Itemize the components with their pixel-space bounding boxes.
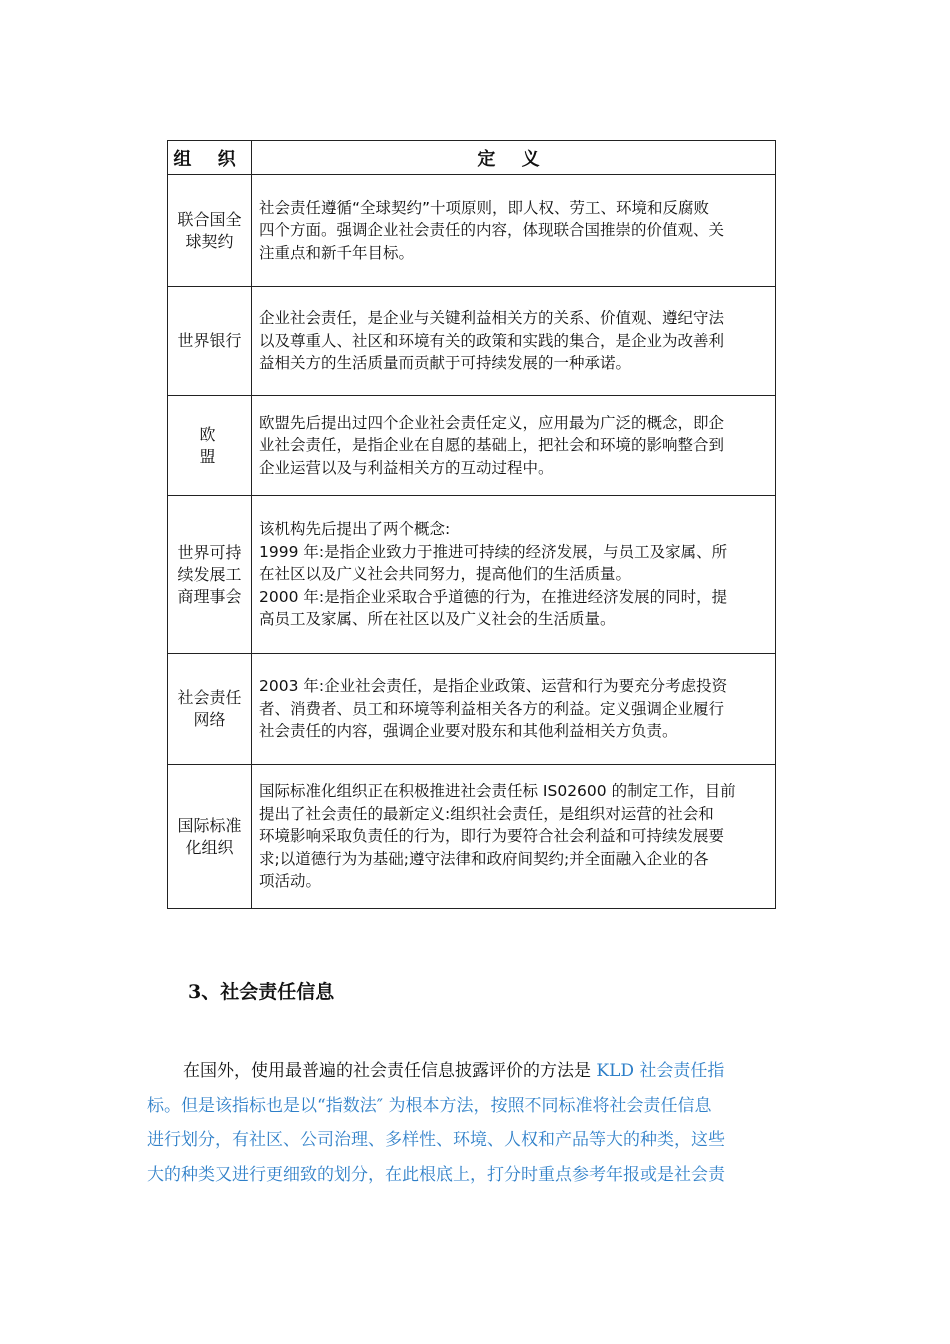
org-cell: 欧 盟 <box>168 396 252 496</box>
definition-line: 该机构先后提出了两个概念: <box>259 520 451 539</box>
body-paragraph <box>147 1054 807 1192</box>
csr-definitions-table <box>167 140 776 909</box>
definition-line: 2000 年:是指企业采取合乎道德的行为，在推进经济发展的同时，提 <box>259 587 728 606</box>
definition-line: 业社会责任，是指企业在自愿的基础上，把社会和环境的影响整合到 <box>259 436 725 455</box>
org-cell: 国际标准化组织 <box>168 765 252 909</box>
org-cell: 世界可持续发展工商理事会 <box>168 496 252 654</box>
table-row <box>168 175 776 287</box>
definition-line: 欧盟先后提出过四个企业社会责任定义，应用最为广泛的概念，即企 <box>259 413 725 432</box>
definition-line: 环境影响采取负责任的行为，即行为要符合社会利益和可持续发展要 <box>259 827 725 846</box>
kld-link-text: KLD 社会责任指 <box>591 1061 725 1081</box>
table-row <box>168 654 776 765</box>
definition-line: 企业运营以及与利益相关方的互动过程中。 <box>259 458 554 477</box>
definition-line: 高员工及家属、所在社区以及广义社会的生活质量。 <box>259 610 616 629</box>
paragraph-text: 在国外，使用最普遍的社会责任信息披露评价的方法是 <box>183 1061 591 1081</box>
definition-line: 国际标准化组织正在积极推进社会责任标 IS02600 的制定工作，目前 <box>259 782 736 801</box>
definition-line: 社会责任遵循“全球契约”十项原则，即人权、劳工、环境和反腐败 <box>259 198 710 217</box>
table-header-row <box>168 141 776 175</box>
definition-cell <box>252 287 776 396</box>
definition-line: 注重点和新千年目标。 <box>259 243 415 262</box>
definition-cell <box>252 175 776 287</box>
definition-line: 社会责任的内容，强调企业要对股东和其他利益相关方负责。 <box>259 722 678 741</box>
org-cell: 联合国全球契约 <box>168 175 252 287</box>
definition-cell <box>252 496 776 654</box>
org-cell: 社会责任网络 <box>168 654 252 765</box>
definition-line: 益相关方的生活质量而贡献于可持续发展的一种承诺。 <box>259 354 632 373</box>
definition-cell <box>252 396 776 496</box>
paragraph-line: 进行划分，有社区、公司治理、多样性、环境、人权和产品等大的种类，这些 <box>147 1130 725 1150</box>
table-row <box>168 765 776 909</box>
paragraph-line: 标。但是该指标也是以“指数法″ 为根本方法，按照不同标准将社会责任信息 <box>147 1095 712 1116</box>
definition-line: 2003 年:企业社会责任，是指企业政策、运营和行为要充分考虑投资 <box>259 677 728 696</box>
definition-line: 在社区以及广义社会共同努力，提高他们的生活质量。 <box>259 565 632 584</box>
paragraph-line: 大的种类又进行更细致的划分，在此根底上，打分时重点参考年报或是社会责 <box>147 1164 725 1185</box>
definition-cell <box>252 765 776 909</box>
org-cell: 世界银行 <box>168 287 252 396</box>
definition-line: 1999 年:是指企业致力于推进可持续的经济发展，与员工及家属、所 <box>259 542 728 561</box>
paragraph-line <box>147 1054 807 1089</box>
definition-line: 者、消费者、员工和环境等利益相关各方的利益。定义强调企业履行 <box>259 699 725 718</box>
section-heading: 3、社会责任信息 <box>188 981 335 1003</box>
definition-line: 四个方面。强调企业社会责任的内容，体现联合国推崇的价值观、关 <box>259 221 725 240</box>
definition-line: 求;以道德行为为基础;遵守法律和政府间契约;并全面融入企业的各 <box>259 849 709 868</box>
table-row <box>168 496 776 654</box>
definition-line: 以及尊重人、社区和环境有关的政策和实践的集合，是企业为改善利 <box>259 331 725 350</box>
definition-line: 提出了社会责任的最新定义:组织社会责任，是组织对运营的社会和 <box>259 804 714 823</box>
header-definition: 定 义 <box>252 141 776 175</box>
definition-cell <box>252 654 776 765</box>
table-row <box>168 287 776 396</box>
header-organization: 组 织 <box>168 141 252 175</box>
definition-line: 项活动。 <box>259 872 322 891</box>
definition-line: 企业社会责任，是企业与关键利益相关方的关系、价值观、遵纪守法 <box>259 309 725 328</box>
table-row <box>168 396 776 496</box>
